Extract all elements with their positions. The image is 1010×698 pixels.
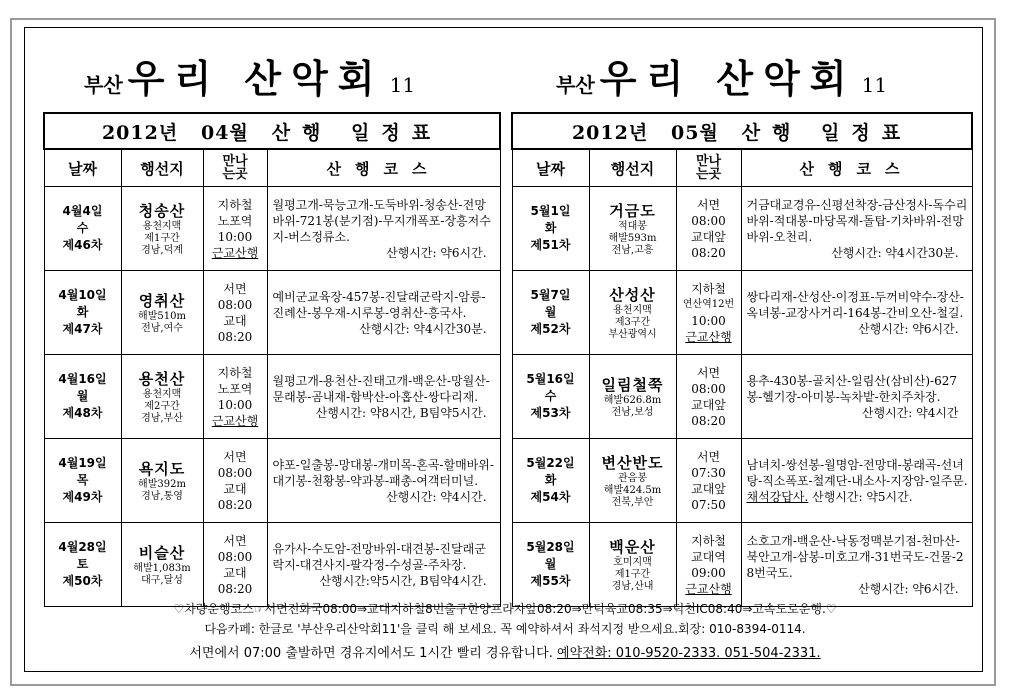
mountain-detail: 용천지맥 [142, 388, 182, 400]
course-description: 예비군교육장-457봉-진달래군락지-암릉-진례산-봉우재-시루봉-영취산-흥국사. 산행시간: 약4시간30분. [267, 271, 500, 355]
mountain-detail: 경남,산내 [611, 580, 654, 592]
hiking-time: 산행시간: 약5시간. [812, 489, 913, 504]
meeting-place: 서면 08:00 교대 08:20 [203, 271, 267, 355]
mountain-detail: 제3구간 [614, 316, 651, 328]
header-mountain: 행선지 [589, 149, 676, 187]
mountain-name: 변산반도 [601, 453, 664, 472]
reservation-phone: 예약전화: 010-9520-2333. 051-504-2331. [557, 646, 821, 661]
schedule-row [44, 271, 500, 355]
hiking-time: 산행시간: 약6시간. [858, 321, 959, 336]
mountain-detail: 제1구간 [614, 568, 651, 580]
header-meeting-place: 만나 는곳 [676, 149, 741, 187]
trip-date: 5월28일 월 제55차 [512, 523, 589, 607]
mountain-detail: 전남,여수 [141, 322, 183, 334]
mountain-cell [589, 523, 676, 607]
trip-date: 5월7일 월 제52차 [512, 271, 589, 355]
trip-date: 5월22일 화 제54차 [512, 439, 589, 523]
mountain-name: 백운산 [609, 537, 656, 556]
mountain-detail: 전남,보성 [611, 406, 654, 418]
mountain-cell [589, 187, 676, 271]
hiking-time: 산행시간: 약8시간, B팀약5시간. [315, 405, 487, 420]
header-date: 날짜 [44, 149, 121, 187]
schedule-row [512, 523, 972, 607]
mountain-name: 산성산 [609, 285, 656, 304]
header-meeting-place: 만나 는곳 [203, 149, 267, 187]
mountain-detail: 관음봉 [618, 472, 647, 484]
course-description: 야포-일출봉-망대봉-개미목-혼곡-할매바위-대기봉-천황봉-약과봉-패총-여객터미널. 산행시간: 약4시간. [267, 439, 500, 523]
mountain-name: 용천산 [138, 369, 186, 388]
course-description: 월평고개-묵능고개-도둑바위-청송산-전망바위-721봉(분기점)-무지개폭포-장흥저수지-버스정류소. 산행시간: 약6시간. [267, 187, 500, 271]
schedule-row [512, 439, 972, 523]
course-extra: 채석강답사. [746, 489, 809, 504]
mountain-detail: 해발593m [608, 232, 657, 244]
mountain-detail: 적대봉 [618, 220, 647, 232]
club-title-left: 부산 우리 산악회 11 [84, 56, 416, 101]
hiking-time: 산행시간: 약4시간. [386, 489, 487, 504]
mountain-detail: 경남,부산 [141, 412, 183, 424]
trip-date: 4월10일 화 제47차 [44, 271, 121, 355]
mountain-cell [589, 271, 676, 355]
mountain-cell [589, 439, 676, 523]
mountain-detail: 대구,달성 [141, 574, 183, 586]
course-description: 거금대교경유-신평선착장-금산정사-독수리바위-적대봉-마당목재-돌탑-기차바위-전망바위-오천리. 산행시간: 약4시간30분. [741, 187, 972, 271]
meeting-place: 서면 08:00 교대앞 08:20 [676, 355, 741, 439]
schedule-row [44, 523, 500, 607]
mountain-name: 비슬산 [138, 543, 186, 562]
mountain-detail: 용천지맥 [613, 304, 652, 316]
footer-bus-route: ♡차량운행코스☞서면전화국08:00⇒교대지하철8번출구한양프라자앞08:20⇒만덕육교08:35⇒덕천IC08:40⇒고속도로운행.♡ [173, 602, 837, 616]
mountain-cell [121, 271, 203, 355]
schedule-table-may [511, 112, 973, 607]
header-date: 날짜 [512, 149, 589, 187]
mountain-cell [121, 523, 203, 607]
mountain-detail: 경남,덕계 [141, 244, 183, 256]
mountain-name: 거금도 [609, 201, 656, 220]
trip-date: 4월28일 토 제50차 [44, 523, 121, 607]
mountain-detail: 전북,부안 [611, 496, 654, 508]
meeting-place: 지하철 노포역 10:00 근교산행 [203, 355, 267, 439]
trip-date: 4월19일 목 제49차 [44, 439, 121, 523]
mountain-detail: 제1구간 [144, 232, 180, 244]
mountain-detail: 해발424.5m [603, 484, 662, 496]
footer-cafe-info: 다음카페: 한글로 '부산우리산악회11'을 클릭 해 보세요. 꼭 예약하셔서 좌석지정 받으세요.회장: 010-8394-0114. [204, 622, 806, 636]
schedule-caption: 2012년 04월 산행 일정표 [44, 113, 500, 149]
schedule-table-april [43, 112, 501, 607]
mountain-detail: 제2구간 [144, 400, 180, 412]
trip-date: 5월1일 화 제51차 [512, 187, 589, 271]
mountain-detail: 용천지맥 [142, 220, 182, 232]
meeting-place: 지하철 교대역 09:00 근교산행 [676, 523, 741, 607]
mountain-name: 영취산 [138, 291, 186, 310]
mountain-name: 일림철쭉 [601, 375, 664, 394]
schedule-row [44, 187, 500, 271]
course-description: 쌍다리재-산성산-이정표-두꺼비약수-장산-옥녀봉-교장사거리-164봉-간비오산-철길. 산행시간: 약6시간. [741, 271, 972, 355]
mountain-detail: 경남,통영 [141, 490, 183, 502]
mountain-detail: 호미지맥 [613, 556, 652, 568]
meeting-place: 서면 07:30 교대앞 07:50 [676, 439, 741, 523]
hiking-time: 산행시간: 약6시간. [386, 245, 487, 260]
trip-date: 5월16일 수 제53차 [512, 355, 589, 439]
mountain-cell [121, 355, 203, 439]
meeting-place: 서면 08:00 교대앞 08:20 [676, 187, 741, 271]
meeting-place: 지하철 연산역12번 10:00 근교산행 [676, 271, 741, 355]
schedule-row [44, 439, 500, 523]
header-mountain: 행선지 [121, 149, 203, 187]
header-course: 산행코스 [267, 149, 500, 187]
meeting-place: 서면 08:00 교대 08:20 [203, 523, 267, 607]
president-contact: 회장: 010-8394-0114. [678, 622, 806, 636]
schedule-row [512, 271, 972, 355]
hiking-time: 산행시간: 약6시간. [858, 581, 959, 596]
mountain-detail: 해발1,083m [133, 562, 191, 574]
hiking-time: 산행시간: 약4시간30분. [831, 245, 959, 260]
mountain-detail: 해발626.8m [603, 394, 662, 406]
hiking-time: 산행시간:약5시간, B팀약4시간. [319, 573, 487, 588]
hiking-time: 산행시간: 약4시간 [861, 405, 959, 420]
mountain-detail: 해발510m [138, 310, 186, 322]
hiking-time: 산행시간: 약4시간30분. [359, 321, 487, 336]
mountain-cell [589, 355, 676, 439]
course-description: 용추-430봉-골치산-일림산(삼비산)-627봉-헬기장-아미봉-녹차밭-한치주차장. 산행시간: 약4시간 [741, 355, 972, 439]
mountain-cell [121, 187, 203, 271]
meeting-place: 서면 08:00 교대 08:20 [203, 439, 267, 523]
course-description: 유가사-수도암-전망바위-대견봉-진달래군락지-대견사지-팔각정-수성골-주차장. 산행시간:약5시간, B팀약4시간. [267, 523, 500, 607]
mountain-detail: 해발392m [138, 478, 186, 490]
course-description: 월평고개-용천산-진태고개-백운산-망월산-문래봉-곰내재-함박산-아홉산-쌍다리재. 산행시간: 약8시간, B팀약5시간. [267, 355, 500, 439]
mountain-cell [121, 439, 203, 523]
meeting-place: 지하철 노포역 10:00 근교산행 [203, 187, 267, 271]
mountain-name: 청송산 [138, 201, 186, 220]
course-description: 소호고개-백운산-낙동정맥분기점-천마산-북안고개-삼봉-미호고개-31번국도-건물-28번국도. 산행시간: 약6시간. [741, 523, 972, 607]
mountain-name: 욕지도 [138, 459, 186, 478]
course-description: 남녀치-쌍선봉-월명암-전망대-봉래곡-선녀탕-직소폭포-철계단-내소사-지장암-일주문. 채석강답사. 산행시간: 약5시간. [741, 439, 972, 523]
schedule-row [44, 355, 500, 439]
footer-reservation: 서면에서 07:00 출발하면 경유지에서도 1시간 빨리 경유합니다. 예약전화: 010-9520-2333. 051-504-2331. [189, 646, 821, 661]
club-title-right: 부산 우리 산악회 11 [556, 56, 888, 101]
schedule-row [512, 187, 972, 271]
mountain-detail: 부산광역시 [608, 328, 657, 340]
schedule-row [512, 355, 972, 439]
trip-date: 4월16일 월 제48차 [44, 355, 121, 439]
trip-date: 4월4일 수 제46차 [44, 187, 121, 271]
mountain-detail: 전남,고흥 [611, 244, 654, 256]
schedule-caption: 2012년 05월 산행 일정표 [512, 113, 972, 149]
header-course: 산행코스 [741, 149, 972, 187]
